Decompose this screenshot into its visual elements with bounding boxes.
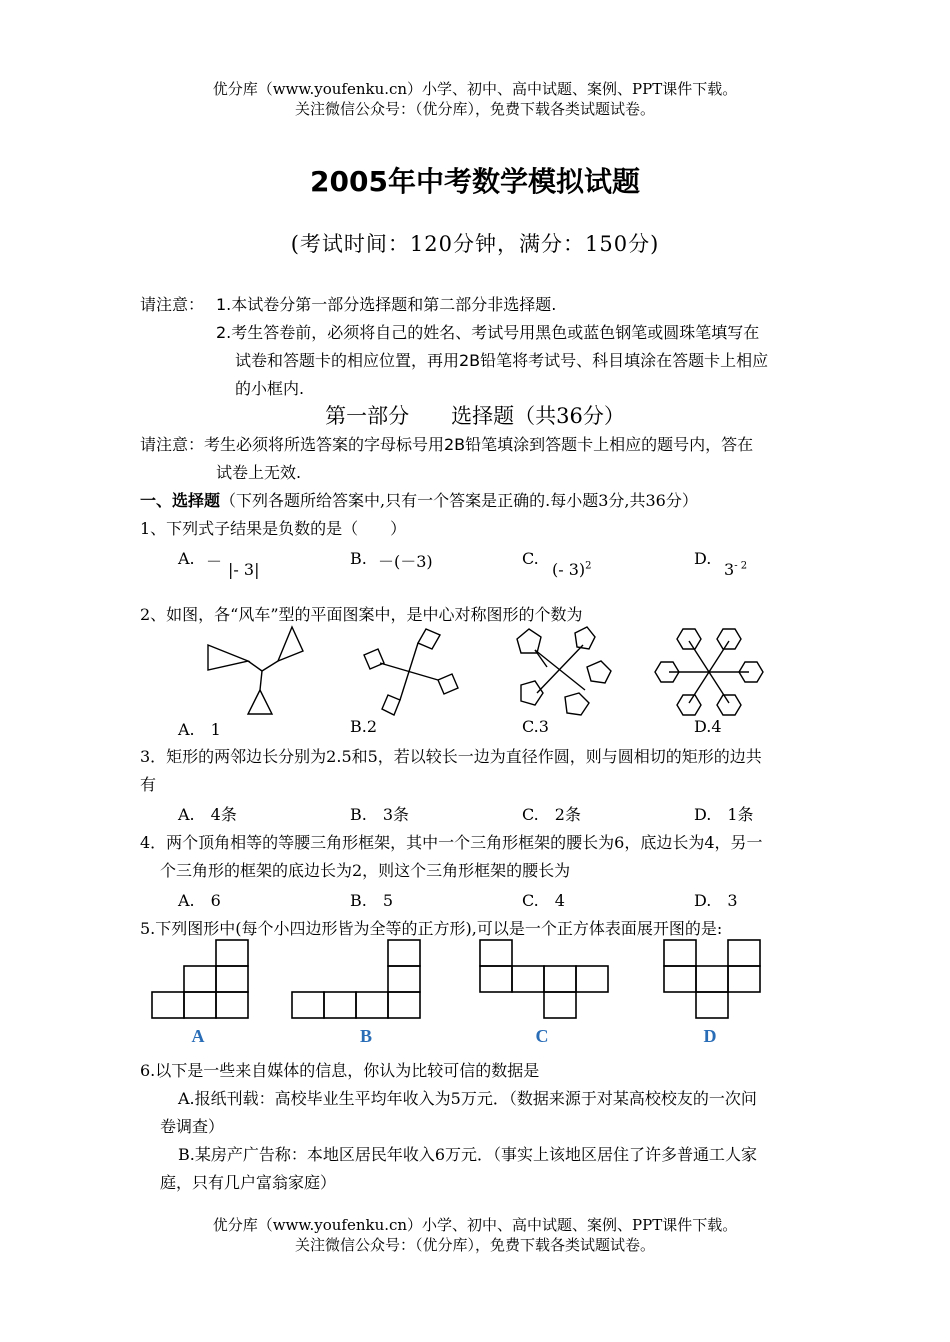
q3-line-2: 有 [140,775,157,794]
notice2-line-1: 请注意：考生必须将所选答案的字母标号用2B铅笔填涂到答题卡上相应的题号内，答在 [140,435,754,454]
q4-line-1: 4．两个顶角相等的等腰三角形框架，其中一个三角形框架的腰长为6，底边长为4，另一 [140,833,763,852]
header-line-1: 优分库（www.youfenku.cn）小学、初中、高中试题、案例、PPT课件下载。 [212,80,738,98]
part1-heading: 第一部分 选择题（共36分） [325,404,625,428]
q4-option-b: B. 5 [350,891,394,910]
q5-net-d [660,938,770,1048]
q5-label-a: A [191,1026,205,1046]
q2-figure-d [655,625,765,720]
q4-option-a: A. 6 [178,891,221,910]
q6-option-b-line-1: B.某房产广告称：本地区居民年收入6万元．（事实上该地区居住了许多普通工人家 [178,1145,758,1164]
notice-label: 请注意： [140,295,205,314]
q3-option-a: A. 4条 [178,805,237,824]
q1-option-b-expr: －(－3) [378,552,433,571]
header-line-2: 关注微信公众号：（优分库），免费下载各类试题试卷。 [294,100,655,118]
q3-line-1: 3．矩形的两邻边长分别为2.5和5，若以较长一边为直径作圆，则与圆相切的矩形的边共 [140,747,762,766]
q1-option-d-exp: - 2 [734,560,748,572]
q2-option-d: D.4 [694,717,722,736]
q1-option-a-expr: |- 3| [228,560,260,579]
q4-option-c: C. 4 [522,891,565,910]
q1-option-c-exp: 2 [585,560,592,572]
q1-option-a-label: A. [178,549,195,568]
q2-figure-a [200,625,310,720]
q1-option-c-base: (- 3) [552,560,586,579]
q4-option-d: D. 3 [694,891,738,910]
section1-head: 一、选择题 [140,491,221,510]
footer-line-1: 优分库（www.youfenku.cn）小学、初中、高中试题、案例、PPT课件下载。 [212,1216,738,1234]
q5-net-a [148,938,258,1048]
section1-desc: （下列各题所给答案中,只有一个答案是正确的.每小题3分,共36分） [220,491,698,510]
q6-option-a-line-1: A.报纸刊载：高校毕业生平均年收入为5万元．（数据来源于对某高校校友的一次问 [178,1089,757,1108]
q3-option-c: C. 2条 [522,805,581,824]
q1-option-d-base: 3 [724,560,735,579]
page-title: 2005年中考数学模拟试题 [310,165,640,198]
q5-label-d: D [703,1026,717,1046]
q2-option-b: B.2 [350,717,378,736]
q5-net-c [476,938,616,1048]
q2-stem: 2、如图，各“风车”型的平面图案中，是中心对称图形的个数为 [140,605,583,624]
q5-net-b [288,938,428,1048]
q1-option-b-label: B. [350,549,367,568]
q2-option-c: C.3 [522,717,549,736]
q5-label-b: B [359,1026,373,1046]
q2-option-a: A. 1 [178,720,221,739]
q6-option-a-line-2: 卷调查） [160,1117,225,1136]
notice-item-1: 1.本试卷分第一部分选择题和第二部分非选择题. [216,295,557,314]
q1-option-a-sign: － [206,552,223,571]
q2-figure-b [360,625,465,720]
q1-stem: 1、下列式子结果是负数的是（ ） [140,519,407,538]
notice2-line-2: 试卷上无效. [216,463,302,482]
q1-option-c-label: C. [522,549,539,568]
footer-line-2: 关注微信公众号：（优分库），免费下载各类试题试卷。 [294,1236,655,1254]
q6-option-b-line-2: 庭，只有几户富翁家庭） [160,1173,337,1192]
q3-option-b: B. 3条 [350,805,410,824]
q3-option-d: D. 1条 [694,805,754,824]
q5-label-c: C [535,1026,549,1046]
page-subtitle: (考试时间：120分钟，满分：150分) [290,232,660,256]
q5-stem: 5.下列图形中(每个小四边形皆为全等的正方形),可以是一个正方体表面展开图的是: [140,919,723,938]
q2-figure-c [505,625,620,720]
notice-item-2-line-1: 2.考生答卷前，必须将自己的姓名、考试号用黑色或蓝色钢笔或圆珠笔填写在 [216,323,760,342]
q4-line-2: 个三角形的框架的底边长为2，则这个三角形框架的腰长为 [160,861,571,880]
notice-item-2-line-3: 的小框内. [235,379,305,398]
q6-stem: 6.以下是一些来自媒体的信息，你认为比较可信的数据是 [140,1061,540,1080]
q1-option-d-label: D. [694,549,712,568]
notice-item-2-line-2: 试卷和答题卡的相应位置，再用2B铅笔将考试号、科目填涂在答题卡上相应 [235,351,769,370]
